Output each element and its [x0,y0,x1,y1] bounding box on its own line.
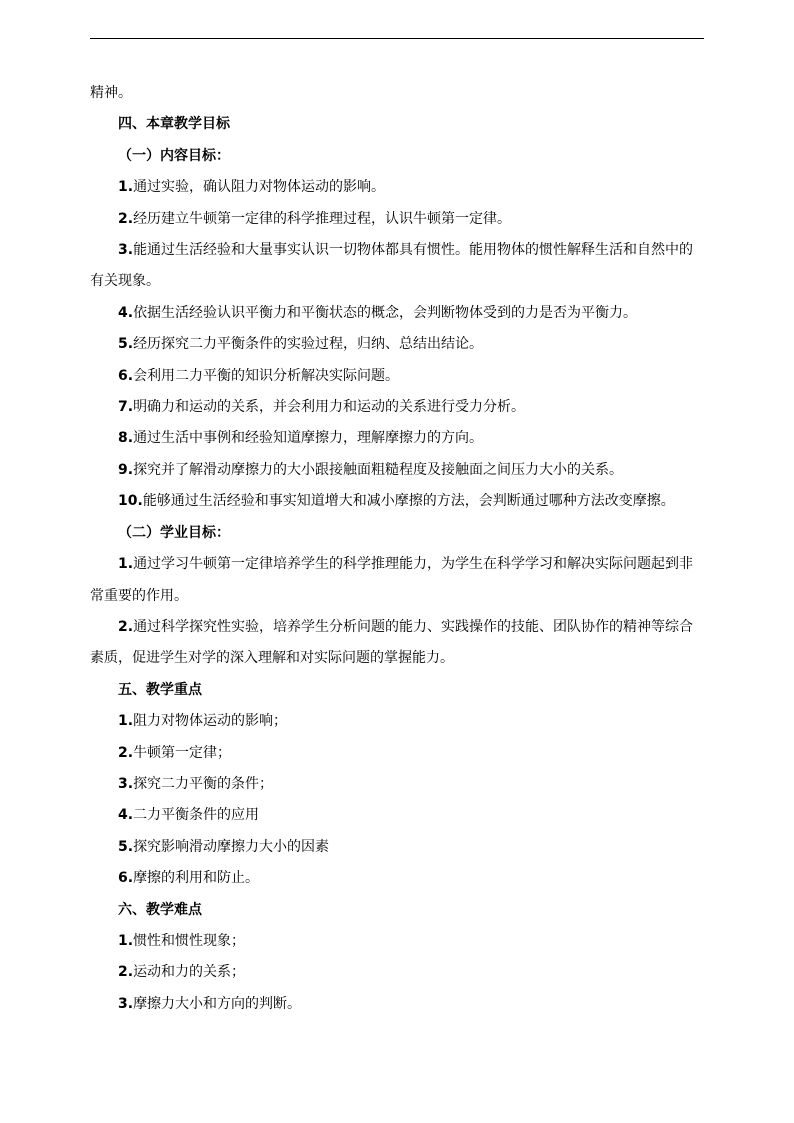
list-item: 1.惯性和惯性现象； [118,932,246,949]
continuation-text: 精神。 [90,85,132,101]
content-goals-heading: （一）内容目标： [118,147,230,164]
list-item: 5.探究影响滑动摩擦力大小的因素 [118,838,330,855]
section-6-heading: 六、教学难点 [118,901,202,918]
list-item: 8.通过生活中事例和经验知道摩擦力，理解摩擦力的方向。 [118,430,484,447]
list-item: 7.明确力和运动的关系，并会利用力和运动的关系进行受力分析。 [118,399,526,416]
list-item: 2.运动和力的关系； [118,964,246,981]
section-4-heading: 四、本章教学目标 [118,116,230,133]
key-points-list [90,706,704,894]
list-item: 6.会利用二力平衡的知识分析解决实际问题。 [118,367,400,384]
list-item: 3.能通过生活经验和大量事实认识一切物体都具有惯性。能用物体的惯性解释生活和自然中的有关现象。 [90,242,694,290]
list-item: 3.探究二力平衡的条件； [118,775,274,792]
list-item: 4.依据生活经验认识平衡力和平衡状态的概念，会判断物体受到的力是否为平衡力。 [118,304,638,321]
list-item: 2.通过科学探究性实验，培养学生分析问题的能力、实践操作的技能、团队协作的精神等综合素质，促进学生对学的深入理解和对实际问题的掌握能力。 [90,618,694,667]
document-body [90,78,704,1020]
list-item: 1.阻力对物体运动的影响； [118,713,288,730]
difficulties-list [90,926,704,1020]
section-5-heading: 五、教学重点 [118,681,202,698]
list-item: 9.探究并了解滑动摩擦力的大小跟接触面粗糙程度及接触面之间压力大小的关系。 [118,461,624,478]
list-item: 10.能够通过生活经验和事实知道增大和减小摩擦的方法，会判断通过哪种方法改变摩擦。 [118,493,675,510]
academic-goals-list [90,549,704,675]
list-item: 2.牛顿第一定律； [118,744,232,761]
list-item: 3.摩擦力大小和方向的判断。 [118,995,302,1012]
list-item: 5.经历探究二力平衡条件的实验过程，归纳、总结出结论。 [118,336,484,353]
academic-goals-heading: （二）学业目标： [118,524,230,541]
list-item: 2.经历建立牛顿第一定律的科学推理过程，认识牛顿第一定律。 [118,210,512,227]
list-item: 1.通过实验，确认阻力对物体运动的影响。 [118,179,386,196]
list-item: 4.二力平衡条件的应用 [118,807,260,824]
list-item: 6.摩擦的利用和防止。 [118,870,260,887]
header-rule [90,38,704,39]
list-item: 1.通过学习牛顿第一定律培养学生的科学推理能力，为学生在科学学习和解决实际问题起到非常重要的作用。 [90,556,694,604]
content-goals-list [90,172,704,517]
